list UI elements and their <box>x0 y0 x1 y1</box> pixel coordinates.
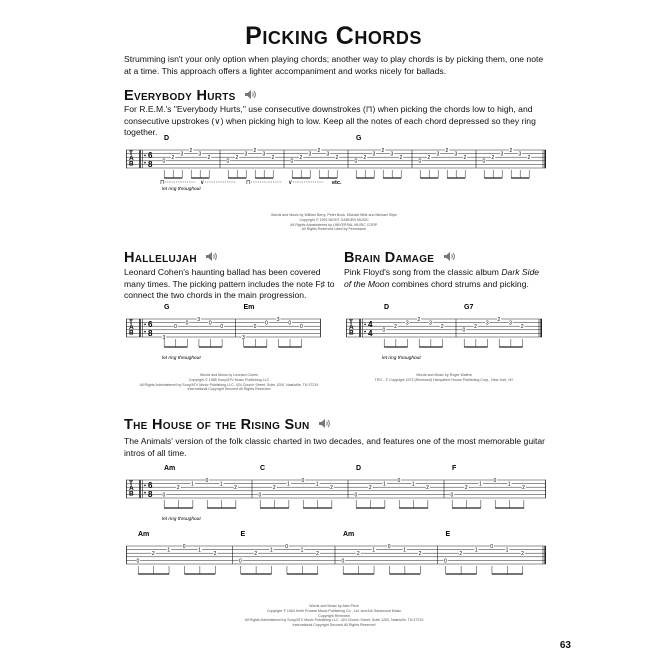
section-title-text: The House of the Rising Sun <box>124 417 310 433</box>
fret-number: 0 <box>444 558 447 565</box>
fret-number: 2 <box>381 147 385 154</box>
etc-text: etc. <box>332 180 342 186</box>
fret-number: 2 <box>418 551 422 558</box>
fret-number: 3 <box>518 151 522 158</box>
tab-clef-letter: A <box>349 324 354 332</box>
fret-number: 2 <box>356 551 360 558</box>
chord-name: Am <box>343 531 355 538</box>
fret-number: 0 <box>462 327 466 334</box>
fret-number: 1 <box>507 481 511 488</box>
fret-number: 0 <box>301 477 305 484</box>
fret-number: 2 <box>317 147 321 154</box>
pick-stroke-symbol: ∨ <box>288 180 293 186</box>
speaker-icon[interactable] <box>205 250 218 266</box>
fret-number: 0 <box>220 324 224 331</box>
section-title-brain-damage <box>344 250 456 266</box>
tab-staff-rising-sun-1 <box>126 466 546 530</box>
fret-number: 2 <box>474 324 477 331</box>
fret-number: 3 <box>244 151 248 158</box>
fret-number: 0 <box>341 558 345 565</box>
fret-number: 2 <box>176 485 180 492</box>
fret-number: 1 <box>403 547 406 554</box>
repeat-dot <box>144 324 146 326</box>
fret-number: 3 <box>454 151 458 158</box>
fret-number: 2 <box>427 155 431 162</box>
speaker-icon[interactable] <box>244 88 257 104</box>
credit-line: TRO - © Copyright 1973 (Renewed) Hampshire House Publishing Corp., New York, NY <box>374 377 514 382</box>
fret-number: 2 <box>272 485 276 492</box>
fret-number: 1 <box>300 547 304 554</box>
credit-line: Words and Music by William Berry, Peter Buck, Michael Mills and Michael Stipe <box>270 213 398 217</box>
chord-name: E <box>240 531 246 538</box>
fret-number: 2 <box>459 551 463 558</box>
fret-number: 2 <box>521 551 524 558</box>
fret-number: 2 <box>316 551 319 558</box>
fret-number: 0 <box>397 477 401 484</box>
text-run: Pink Floyd's song from the classic album <box>344 267 502 277</box>
fret-number: 3 <box>198 151 202 158</box>
speaker-icon[interactable] <box>443 250 456 266</box>
tab-staff-everybody-hurts <box>126 130 546 208</box>
credit-line: International Copyright Secured All Rights Reserved <box>187 387 271 392</box>
fret-number: 2 <box>234 485 237 492</box>
fret-number: 2 <box>171 155 175 162</box>
fret-number: 1 <box>269 547 273 554</box>
credit-line: Words and Music by Roger Waters <box>416 373 472 377</box>
fret-number: 2 <box>520 324 524 331</box>
let-ring-text: let ring throughout <box>162 187 201 192</box>
fret-number: 3 <box>162 334 166 341</box>
fret-number: 0 <box>239 558 242 565</box>
tab-staff-hallelujah <box>126 305 326 369</box>
credit-line: Copyright © 1985 Sony/ATV Music Publishing LLC <box>188 377 270 382</box>
fret-number: 0 <box>299 324 303 331</box>
tab-clef-letter: T <box>129 480 133 487</box>
fret-number: 3 <box>485 320 489 327</box>
page-title: Picking Chords <box>245 22 422 50</box>
chord-name: G <box>356 135 362 142</box>
repeat-dot <box>364 324 366 326</box>
fret-number: 2 <box>522 485 525 492</box>
fret-number: 0 <box>482 158 486 165</box>
pick-stroke-symbol: ∨ <box>200 180 205 186</box>
time-signature-top: 6 <box>148 320 153 329</box>
time-signature-top: 6 <box>148 151 153 160</box>
chord-name: Em <box>243 304 255 311</box>
fret-number: 2 <box>151 551 155 558</box>
copyright-everybody-hurts <box>224 213 444 232</box>
fret-number: 0 <box>354 492 358 499</box>
section-title-text: Everybody Hurts <box>124 88 236 104</box>
fret-number: 1 <box>411 481 415 488</box>
repeat-dot <box>144 155 146 157</box>
repeat-dot <box>364 331 366 333</box>
time-signature-top: 4 <box>368 320 373 329</box>
fret-number: 1 <box>505 547 509 554</box>
page-number: 63 <box>559 640 571 651</box>
section-title-text: Brain Damage <box>344 250 435 266</box>
fret-number: 2 <box>253 147 257 154</box>
everybody-hurts-text: For R.E.M.'s "Everybody Hurts," use consecutive downstrokes (⊓) when picking the chords low to high, and consecutive upstrokes (∨) when picking high to low. Keep all the notes of each chord depressed so they ring together. <box>124 104 536 137</box>
repeat-dot <box>144 492 146 494</box>
fret-number: 0 <box>162 492 166 499</box>
copyright-brain-damage <box>344 373 544 383</box>
fret-number: 2 <box>445 147 449 154</box>
chord-name: F <box>452 465 457 472</box>
fret-number: 0 <box>174 324 177 331</box>
time-signature-bottom: 8 <box>148 329 153 338</box>
fret-number: 1 <box>287 481 290 488</box>
fret-number: 0 <box>136 558 140 565</box>
fret-number: 1 <box>219 481 223 488</box>
fret-number: 2 <box>440 324 444 331</box>
fret-number: 2 <box>299 155 303 162</box>
fret-number: 3 <box>500 151 504 158</box>
fret-number: 2 <box>335 155 339 162</box>
fret-number: 2 <box>235 155 239 162</box>
tab-clef-letter: T <box>349 319 353 326</box>
fret-number: 2 <box>394 324 397 331</box>
fret-number: 3 <box>429 320 432 327</box>
let-ring-text: let ring throughout <box>162 356 201 361</box>
fret-number: 1 <box>167 547 171 554</box>
fret-number: 0 <box>208 320 212 327</box>
chord-name: D <box>164 135 170 142</box>
fret-number: 2 <box>527 155 531 162</box>
rising-sun-text: The Animals' version of the folk classic charted in two decades, and features one of the most memorable guitar intros of all time. <box>124 436 546 458</box>
fret-number: 0 <box>382 327 386 334</box>
fret-number: 0 <box>493 477 497 484</box>
fret-number: 1 <box>474 547 478 554</box>
fret-number: 1 <box>191 481 194 488</box>
fret-number: 0 <box>258 492 262 499</box>
speaker-icon[interactable] <box>318 417 331 433</box>
time-signature-bottom: 8 <box>148 160 153 169</box>
intro-paragraph: Strumming isn't your only option when playing chords; another way to play chords is by picking them, one note at a time. This approach offers a lighter accompaniment and works nicely for ballads. <box>124 54 544 76</box>
fret-number: 2 <box>189 147 193 154</box>
fret-number: 0 <box>490 543 494 550</box>
credit-line: All Rights Administered by Sony/ATV Music Publishing LLC, 424 Church Street, Suite 1200, Nashville, TN 37219 <box>244 618 424 623</box>
credit-line: All Rights Administered by UNIVERSAL MUSIC CORP. <box>290 222 378 227</box>
credit-line: All Rights Administered by Sony/ATV Music Publishing LLC, 424 Church Street, Suite 1200, Nashville, TN 37219 <box>139 382 319 387</box>
fret-number: 2 <box>207 155 211 162</box>
fret-number: 0 <box>205 477 209 484</box>
fret-number: 0 <box>265 320 268 327</box>
tab-staff-rising-sun-2 <box>126 531 546 590</box>
fret-number: 3 <box>242 334 245 341</box>
fret-number: 1 <box>198 547 201 554</box>
repeat-dot <box>144 331 146 333</box>
credit-line: Copyright © 1992 NIGHT GARDEN MUSIC <box>299 217 369 222</box>
fret-number: 0 <box>185 320 189 327</box>
section-title-hallelujah <box>124 250 218 266</box>
chord-name: C <box>260 465 266 472</box>
section-title-everybody-hurts <box>124 88 257 104</box>
fret-number: 1 <box>479 481 482 488</box>
fret-number: 0 <box>182 543 186 550</box>
chord-name: D <box>384 304 390 311</box>
album-title: Dark Side of the Moon <box>344 267 540 289</box>
pick-stroke-symbol: ⊓ <box>246 180 251 186</box>
fret-number: 2 <box>254 551 258 558</box>
tab-clef-letter: B <box>129 490 134 498</box>
fret-number: 0 <box>290 158 294 165</box>
fret-number: 2 <box>399 155 403 162</box>
chord-name: E <box>445 531 451 538</box>
fret-number: 3 <box>180 151 184 158</box>
fret-number: 2 <box>213 551 217 558</box>
copyright-rising-sun <box>224 604 444 628</box>
fret-number: 3 <box>372 151 376 158</box>
fret-number: 3 <box>436 151 440 158</box>
tab-clef-letter: A <box>129 485 134 493</box>
fret-number: 0 <box>226 158 230 165</box>
fret-number: 0 <box>450 492 454 499</box>
fret-number: 0 <box>418 158 422 165</box>
section-title-rising-sun <box>124 417 331 433</box>
fret-number: 0 <box>285 543 289 550</box>
credit-line: All Rights Reserved Used by Permission <box>301 227 367 232</box>
fret-number: 0 <box>354 158 358 165</box>
time-signature-bottom: 4 <box>368 329 373 338</box>
copyright-hallelujah <box>120 373 338 392</box>
chord-name: D <box>356 465 362 472</box>
tab-clef-letter: B <box>129 329 134 337</box>
fret-number: 3 <box>405 320 409 327</box>
fret-number: 1 <box>372 547 376 554</box>
fret-number: 3 <box>276 316 280 323</box>
fret-number: 2 <box>426 485 429 492</box>
let-ring-text: let ring throughout <box>382 356 421 361</box>
time-signature-top: 6 <box>148 481 153 490</box>
fret-number: 3 <box>262 151 266 158</box>
fret-number: 2 <box>463 155 467 162</box>
tab-clef-letter: A <box>129 155 134 163</box>
fret-number: 3 <box>308 151 312 158</box>
tab-clef-letter: T <box>129 319 133 326</box>
fret-number: 2 <box>497 316 501 323</box>
credit-line: Copyright © 1964 Keith Prowse Music Publishing Co., Ltd. and Ark Sandwood Music <box>266 608 402 613</box>
fret-number: 2 <box>491 155 495 162</box>
brain-damage-text <box>344 267 544 290</box>
fret-number: 3 <box>390 151 394 158</box>
fret-number: 2 <box>271 155 275 162</box>
text-run: combines chord strums and picking. <box>389 278 529 289</box>
fret-number: 1 <box>383 481 386 488</box>
fret-number: 2 <box>363 155 367 162</box>
fret-number: 2 <box>417 316 421 323</box>
tab-clef-letter: T <box>129 150 133 157</box>
pick-stroke-symbol: ⊓ <box>160 180 165 186</box>
fret-number: 2 <box>464 485 468 492</box>
credit-line: International Copyright Secured All Rights Reserved <box>292 623 376 628</box>
repeat-dot <box>144 485 146 487</box>
tab-clef-letter: B <box>129 160 134 168</box>
chord-name: G7 <box>464 304 474 311</box>
fret-number: 0 <box>162 158 166 165</box>
chord-name: G <box>164 304 170 311</box>
fret-number: 1 <box>315 481 319 488</box>
fret-number: 3 <box>326 151 330 158</box>
tab-clef-letter: B <box>349 329 354 337</box>
tab-clef-letter: A <box>129 324 134 332</box>
fret-number: 2 <box>368 485 372 492</box>
time-signature-bottom: 8 <box>148 490 153 499</box>
fret-number: 3 <box>509 320 512 327</box>
fret-number: 0 <box>387 543 391 550</box>
hallelujah-text: Leonard Cohen's haunting ballad has been covered many times. The picking pattern includes the note F♯ to connect the two chords in the main progression. <box>124 267 335 300</box>
chord-name: Am <box>164 465 176 472</box>
let-ring-text: let ring throughout <box>162 517 201 522</box>
fret-number: 3 <box>197 316 201 323</box>
chord-name: Am <box>138 531 150 538</box>
fret-number: 0 <box>288 320 292 327</box>
tab-staff-brain-damage <box>346 305 544 369</box>
section-title-text: Hallelujah <box>124 250 197 266</box>
fret-number: 2 <box>330 485 333 492</box>
credit-line: Words and Music by Alan Price <box>309 604 359 608</box>
repeat-dot <box>144 162 146 164</box>
credit-line: Copyright Renewed <box>318 613 350 618</box>
fret-number: 0 <box>253 324 257 331</box>
credit-line: Words and Music by Leonard Cohen <box>199 373 259 377</box>
fret-number: 2 <box>509 147 513 154</box>
